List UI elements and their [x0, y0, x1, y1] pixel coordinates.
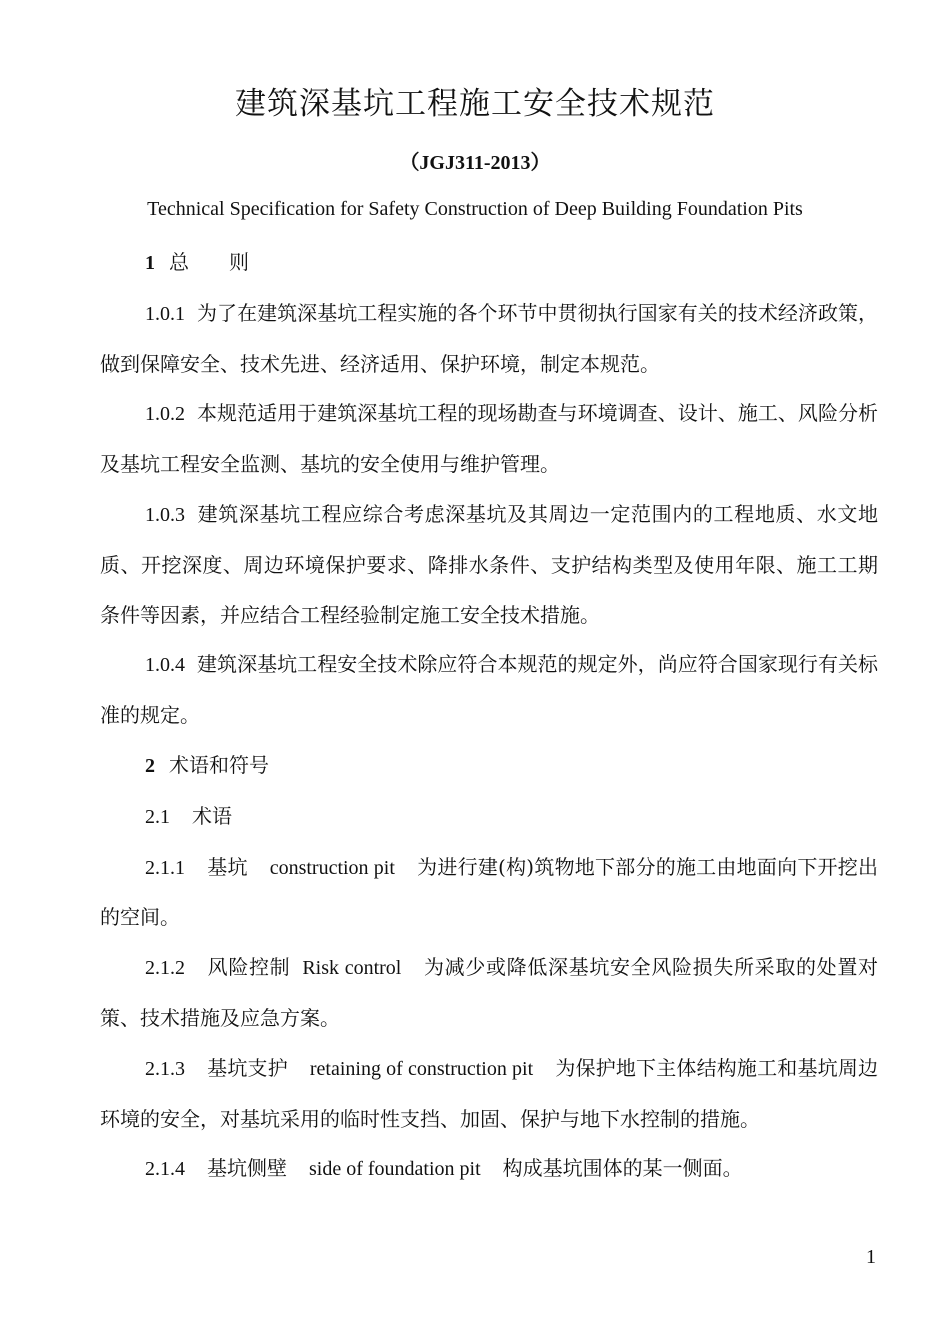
term-2-1-2	[100, 943, 878, 1044]
standard-code: （JGJ311-2013）	[399, 152, 551, 174]
english-title: Technical Specification for Safety Construction of Deep Building Foundation Pits	[147, 198, 803, 220]
term-name: 基坑支护	[207, 1055, 288, 1080]
term-definition: 构成基坑围体的某一侧面。	[502, 1156, 743, 1181]
subsection-heading-2-1	[100, 792, 878, 843]
term-number: 2.1.3	[145, 1057, 185, 1080]
section-number: 2	[145, 754, 155, 777]
clause-text: 为了在建筑深基坑工程实施的各个环节中贯彻执行国家有关的技术经济政策，做到保障安全、技术先进、经济适用、保护环境，制定本规范。	[100, 300, 878, 376]
term-number: 2.1.1	[145, 856, 185, 879]
section-heading-2	[100, 741, 878, 792]
subsection-title: 术语	[192, 803, 232, 828]
page-number: 1	[866, 1246, 876, 1268]
clause-number: 1.0.4	[145, 654, 185, 677]
document-body	[100, 238, 878, 1195]
term-name: 风险控制	[207, 955, 291, 980]
term-english: side of foundation pit	[309, 1158, 481, 1181]
term-2-1-4	[100, 1144, 878, 1195]
term-english: Risk control	[302, 957, 402, 980]
section-title: 总 则	[169, 250, 249, 274]
term-english: retaining of construction pit	[309, 1057, 534, 1080]
term-name: 基坑侧壁	[207, 1156, 287, 1181]
term-english: construction pit	[269, 856, 395, 879]
clause-number: 1.0.1	[145, 302, 185, 325]
term-name: 基坑	[207, 854, 248, 879]
subsection-number: 2.1	[145, 805, 170, 828]
clause-1-0-4	[100, 640, 878, 741]
term-definition: 为进行建(构)筑物地下部分的施工由地面向下开挖出的空间。	[100, 854, 879, 930]
document-title: 建筑深基坑工程施工安全技术规范	[235, 86, 715, 122]
term-definition: 为减少或降低深基坑安全风险损失所采取的处置对策、技术措施及应急方案。	[100, 955, 879, 1030]
clause-1-0-1	[100, 289, 878, 390]
clause-text: 建筑深基坑工程安全技术除应符合本规范的规定外，尚应符合国家现行有关标准的规定。	[100, 652, 878, 728]
section-heading-1	[100, 238, 878, 289]
term-number: 2.1.2	[145, 957, 185, 980]
section-number: 1	[145, 252, 155, 274]
clause-1-0-2	[100, 389, 878, 490]
clause-1-0-3	[100, 490, 878, 640]
term-definition: 为保护地下主体结构施工和基坑周边环境的安全，对基坑采用的临时性支挡、加固、保护与地下水控制的措施。	[100, 1055, 878, 1131]
clause-number: 1.0.2	[145, 403, 185, 426]
term-number: 2.1.4	[145, 1158, 185, 1181]
clause-text: 本规范适用于建筑深基坑工程的现场勘查与环境调查、设计、施工、风险分析及基坑工程安全监测、基坑的安全使用与维护管理。	[100, 401, 878, 477]
term-2-1-3	[100, 1044, 878, 1145]
clause-number: 1.0.3	[145, 503, 185, 526]
clause-text: 建筑深基坑工程应综合考虑深基坑及其周边一定范围内的工程地质、水文地质、开挖深度、周边环境保护要求、降排水条件、支护结构类型及使用年限、施工工期条件等因素，并应结合工程经验制定施工安全技术措施。	[100, 501, 878, 627]
term-2-1-1	[100, 843, 878, 944]
section-title: 术语和符号	[169, 752, 269, 777]
